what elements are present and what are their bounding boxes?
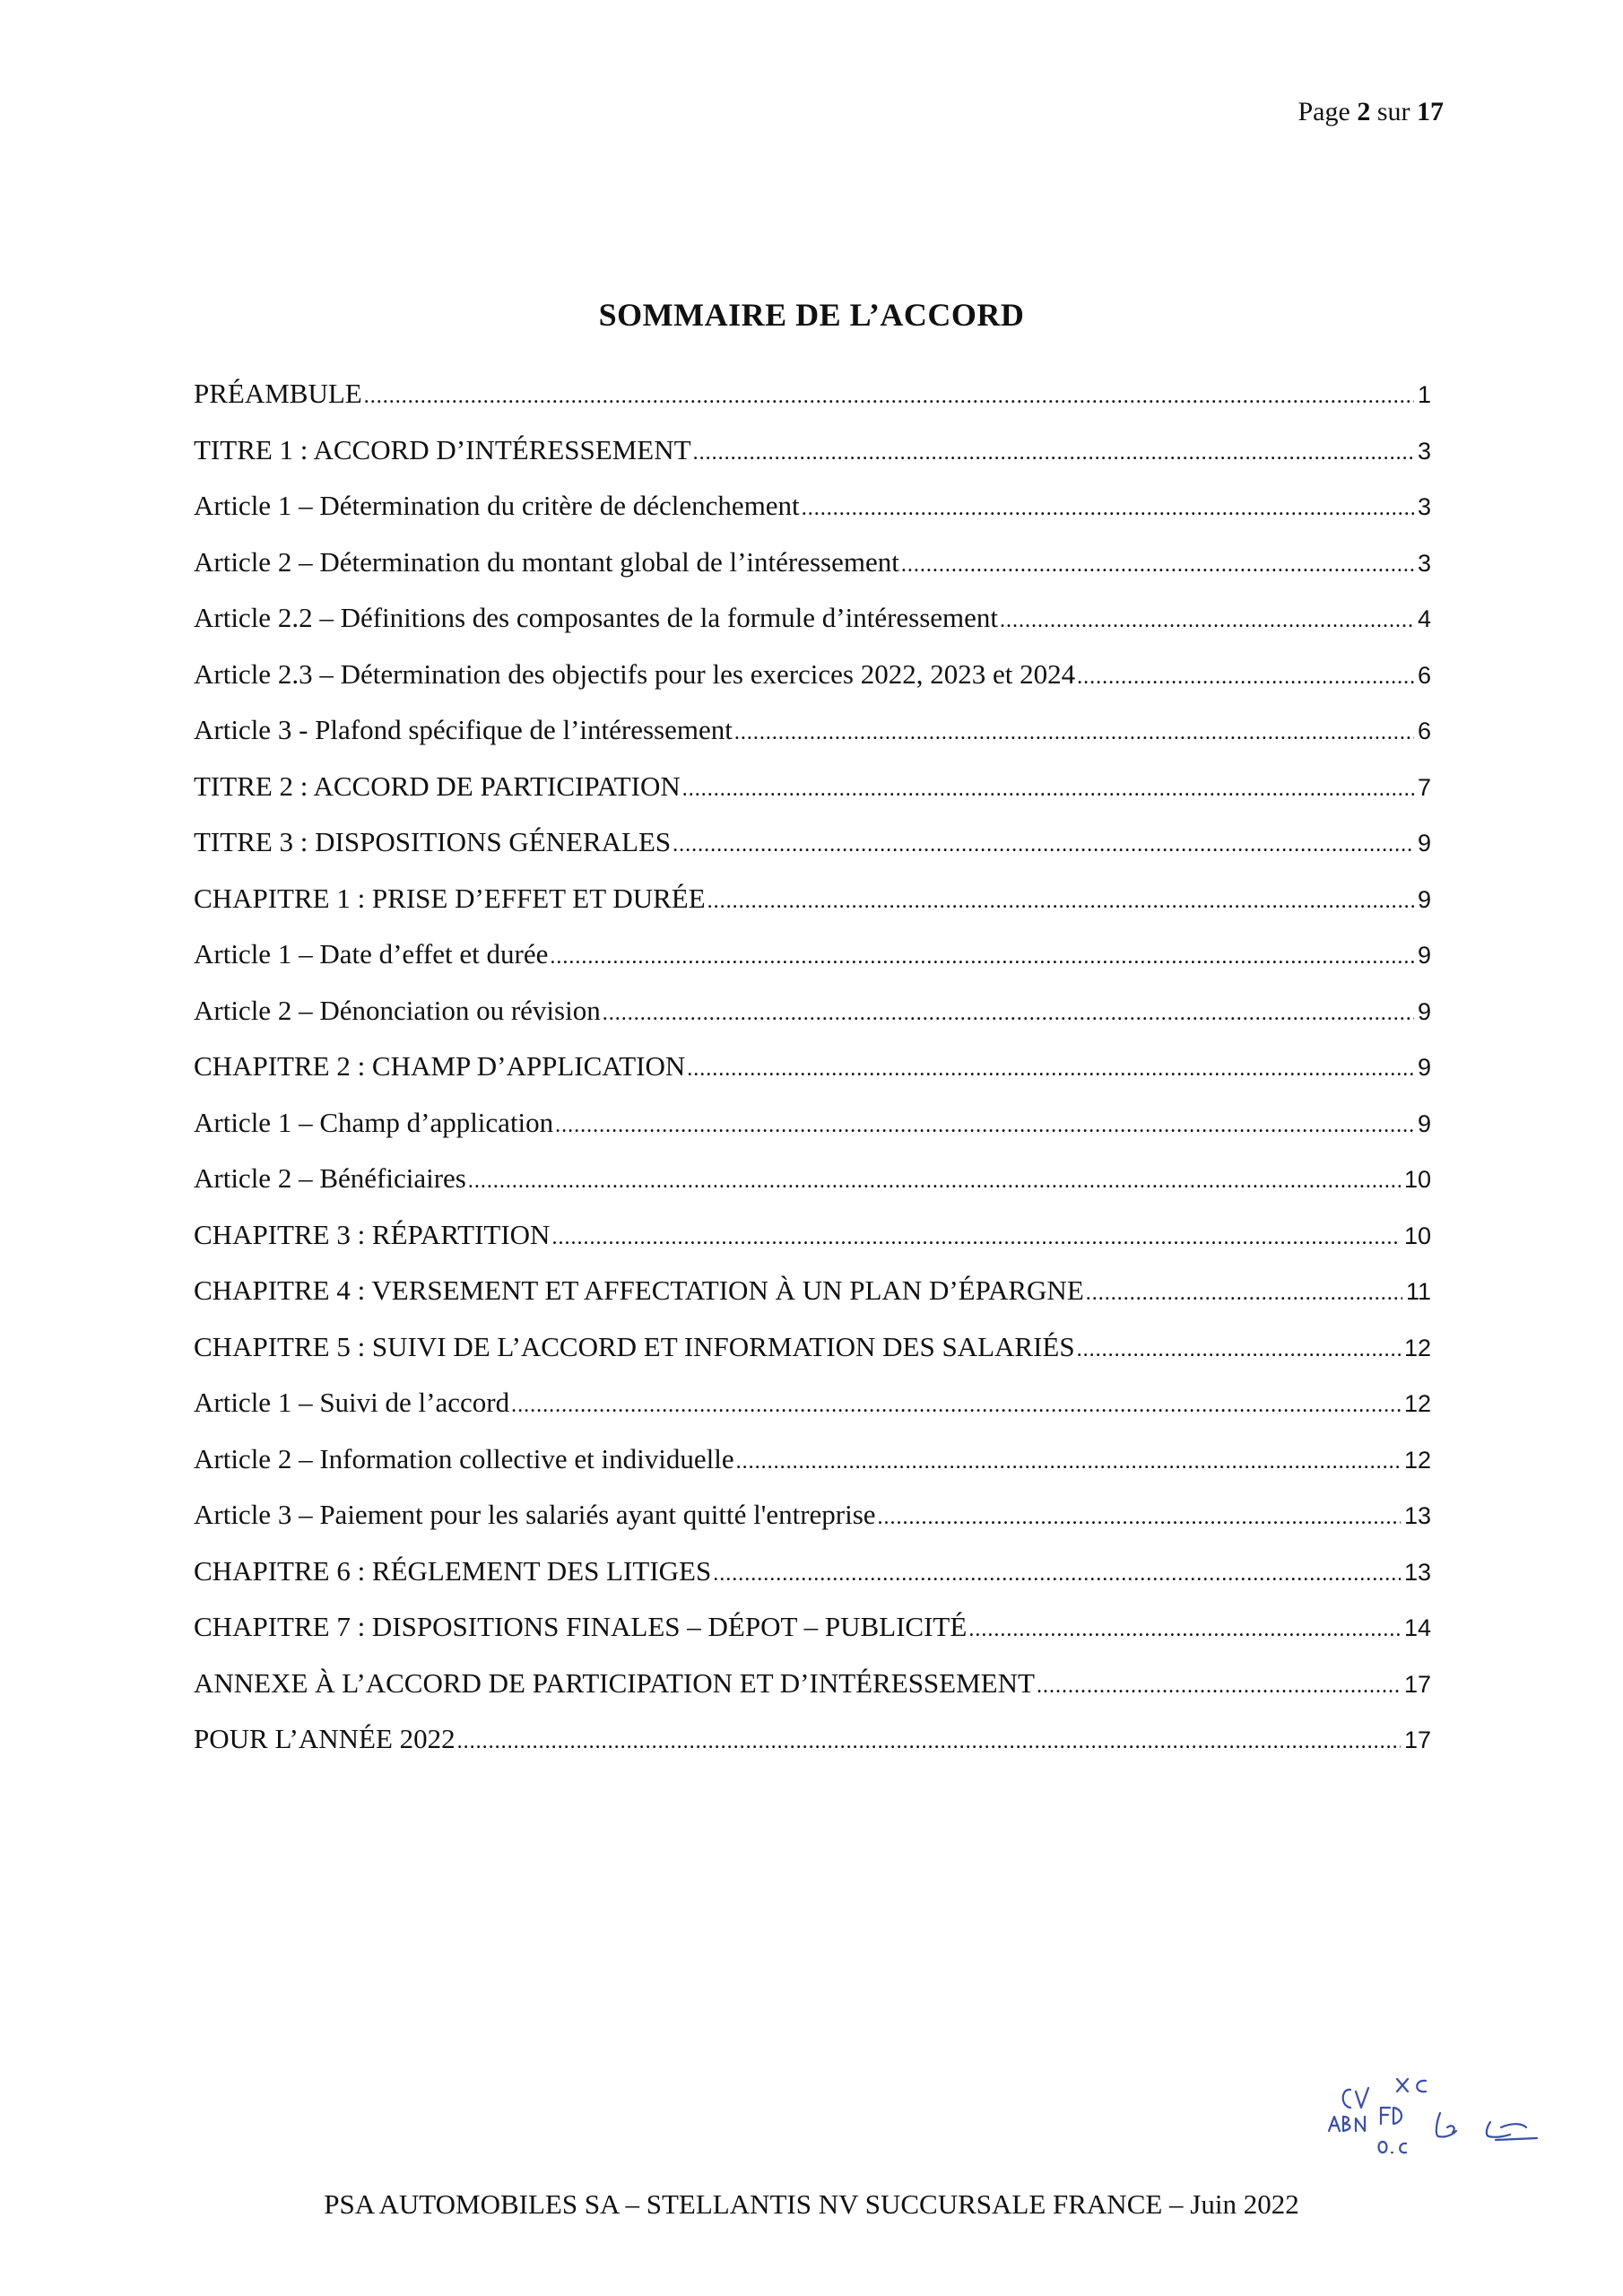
initials-fd xyxy=(1381,2108,1402,2124)
toc-leader-dots xyxy=(707,874,1414,927)
toc-entry xyxy=(194,1599,1431,1656)
toc-entry-label: POUR L’ANNÉE 2022 xyxy=(194,1723,456,1754)
toc-entry-label: Article 2.2 – Définitions des composantes de la formule d’intéressement xyxy=(194,602,999,633)
toc-entry xyxy=(194,590,1431,647)
toc-entry-label: CHAPITRE 5 : SUIVI DE L’ACCORD ET INFORMATION DES SALARIÉS xyxy=(194,1330,1075,1362)
toc-entry-label: Article 2 – Information collective et individuelle xyxy=(194,1442,734,1474)
initials-oc xyxy=(1379,2142,1407,2152)
toc-entry-page: 7 xyxy=(1417,773,1431,801)
toc-leader-dots xyxy=(713,1546,1401,1600)
toc-entry-label: TITRE 1 : ACCORD D’INTÉRESSEMENT xyxy=(194,433,691,465)
toc-leader-dots xyxy=(555,1098,1414,1152)
toc-entry xyxy=(194,1711,1431,1768)
toc-entry-label: Article 1 – Détermination du critère de déclenchement xyxy=(194,490,800,521)
toc-entry-label: PRÉAMBULE xyxy=(194,378,362,409)
toc-entry xyxy=(194,535,1431,591)
toc-entry xyxy=(194,1544,1431,1600)
toc-entry-page: 13 xyxy=(1403,1502,1431,1529)
toc-entry xyxy=(194,1656,1431,1712)
initials-strokes xyxy=(1329,2079,1537,2152)
page-number-prefix: Page xyxy=(1298,97,1350,126)
toc-entry xyxy=(194,1431,1431,1488)
toc-entry-page: 12 xyxy=(1403,1390,1431,1417)
toc-entry-page: 4 xyxy=(1417,605,1431,632)
toc-leader-dots xyxy=(802,481,1414,535)
toc-leader-dots xyxy=(736,1434,1401,1488)
toc-entry-label: TITRE 2 : ACCORD DE PARTICIPATION xyxy=(194,770,681,802)
toc-entry-label: CHAPITRE 7 : DISPOSITIONS FINALES – DÉPOT – PUBLICITÉ xyxy=(194,1611,968,1642)
toc-leader-dots xyxy=(968,1602,1401,1656)
toc-leader-dots xyxy=(1086,1265,1402,1319)
toc-entry-label: Article 1 – Date d’effet et durée xyxy=(194,938,549,970)
toc-leader-dots xyxy=(1000,593,1414,647)
page-footer: PSA AUTOMOBILES SA – STELLANTIS NV SUCCURSALE FRANCE – Juin 2022 xyxy=(324,2188,1299,2220)
toc-title: SOMMAIRE DE L’ACCORD xyxy=(598,297,1025,333)
toc-entry xyxy=(194,1375,1431,1431)
toc-entry-page: 9 xyxy=(1417,942,1431,969)
toc-leader-dots xyxy=(550,929,1414,983)
toc-entry xyxy=(194,422,1431,479)
initials-xc xyxy=(1397,2079,1426,2092)
toc-leader-dots xyxy=(693,425,1414,479)
toc-entry xyxy=(194,1207,1431,1264)
toc-leader-dots xyxy=(673,817,1414,871)
toc-leader-dots xyxy=(1037,1658,1401,1712)
table-of-contents xyxy=(194,366,1431,1768)
toc-leader-dots xyxy=(364,369,1414,422)
toc-entry-label: Article 2 – Dénonciation ou révision xyxy=(194,994,601,1026)
toc-entry-page: 9 xyxy=(1417,885,1431,913)
toc-entry-page: 3 xyxy=(1417,493,1431,520)
toc-leader-dots xyxy=(878,1490,1401,1544)
toc-entry-page: 9 xyxy=(1417,1109,1431,1137)
toc-entry xyxy=(194,366,1431,422)
toc-entry-label: Article 1 – Suivi de l’accord xyxy=(194,1387,510,1418)
toc-leader-dots xyxy=(734,705,1414,759)
toc-entry-page: 1 xyxy=(1417,381,1431,408)
toc-leader-dots xyxy=(1077,649,1414,703)
toc-entry xyxy=(194,647,1431,703)
toc-entry-page: 10 xyxy=(1403,1222,1431,1249)
toc-entry-label: TITRE 3 : DISPOSITIONS GÉNERALES xyxy=(194,826,672,857)
toc-entry-page: 12 xyxy=(1403,1446,1431,1474)
toc-leader-dots xyxy=(457,1714,1401,1768)
toc-entry xyxy=(194,1263,1431,1319)
toc-entry-page: 3 xyxy=(1417,549,1431,577)
toc-entry-page: 12 xyxy=(1403,1334,1431,1361)
toc-entry-page: 3 xyxy=(1417,437,1431,465)
toc-entry xyxy=(194,1487,1431,1544)
toc-entry-label: CHAPITRE 3 : RÉPARTITION xyxy=(194,1218,551,1250)
toc-entry-page: 9 xyxy=(1417,830,1431,857)
page-number-total: 17 xyxy=(1417,97,1444,126)
toc-leader-dots xyxy=(511,1378,1401,1431)
toc-entry-page: 17 xyxy=(1403,1726,1431,1753)
toc-entry xyxy=(194,1095,1431,1152)
toc-entry xyxy=(194,1039,1431,1095)
initials-abn xyxy=(1329,2117,1365,2131)
initials-cv xyxy=(1343,2088,1368,2108)
toc-leader-dots xyxy=(468,1153,1401,1207)
initials-l xyxy=(1436,2113,1456,2137)
toc-entry xyxy=(194,702,1431,759)
toc-entry-page: 6 xyxy=(1417,661,1431,689)
toc-entry-page: 9 xyxy=(1417,1054,1431,1081)
toc-leader-dots xyxy=(551,1210,1401,1264)
toc-entry-label: ANNEXE À L’ACCORD DE PARTICIPATION ET D’INTÉRESSEMENT xyxy=(194,1666,1035,1699)
toc-entry xyxy=(194,871,1431,927)
toc-entry xyxy=(194,926,1431,983)
toc-entry-label: CHAPITRE 2 : CHAMP D’APPLICATION xyxy=(194,1050,686,1082)
handwritten-initials xyxy=(1325,2072,1558,2179)
toc-entry-label: CHAPITRE 1 : PRISE D’EFFET ET DURÉE xyxy=(194,882,706,914)
toc-entry xyxy=(194,1151,1431,1207)
toc-entry-label: Article 1 – Champ d’application xyxy=(194,1106,554,1138)
toc-entry-label: CHAPITRE 6 : RÉGLEMENT DES LITIGES xyxy=(194,1554,712,1587)
toc-entry-label: Article 3 - Plafond spécifique de l’intéressement xyxy=(194,714,733,745)
toc-entry-label: Article 2 – Détermination du montant global de l’intéressement xyxy=(194,545,899,578)
toc-leader-dots xyxy=(687,1041,1414,1095)
toc-entry xyxy=(194,983,1431,1039)
page-number-separator: sur xyxy=(1376,97,1410,126)
toc-entry-label: Article 3 – Paiement pour les salariés ayant quitté l'entreprise xyxy=(194,1499,876,1530)
toc-leader-dots xyxy=(901,537,1414,591)
toc-entry-page: 13 xyxy=(1403,1558,1431,1586)
toc-entry xyxy=(194,759,1431,815)
toc-entry-page: 11 xyxy=(1405,1278,1431,1305)
toc-entry-label: CHAPITRE 4 : VERSEMENT ET AFFECTATION À UN PLAN D’ÉPARGNE xyxy=(194,1274,1084,1306)
page-number-current: 2 xyxy=(1357,97,1371,126)
toc-entry xyxy=(194,478,1431,535)
toc-leader-dots xyxy=(682,761,1414,815)
toc-entry-label: Article 2 – Bénéficiaires xyxy=(194,1162,466,1194)
toc-entry-page: 6 xyxy=(1417,718,1431,744)
toc-leader-dots xyxy=(603,986,1414,1039)
toc-entry-label: Article 2.3 – Détermination des objectifs pour les exercices 2022, 2023 et 2024 xyxy=(194,657,1076,690)
toc-entry xyxy=(194,814,1431,871)
toc-entry-page: 10 xyxy=(1403,1166,1431,1193)
toc-entry-page: 9 xyxy=(1417,997,1431,1025)
toc-entry xyxy=(194,1319,1431,1376)
initials-lc xyxy=(1487,2122,1537,2140)
toc-leader-dots xyxy=(1077,1322,1401,1376)
toc-entry-page: 14 xyxy=(1403,1614,1431,1641)
toc-entry-page: 17 xyxy=(1403,1670,1431,1698)
page-number xyxy=(1298,97,1445,127)
